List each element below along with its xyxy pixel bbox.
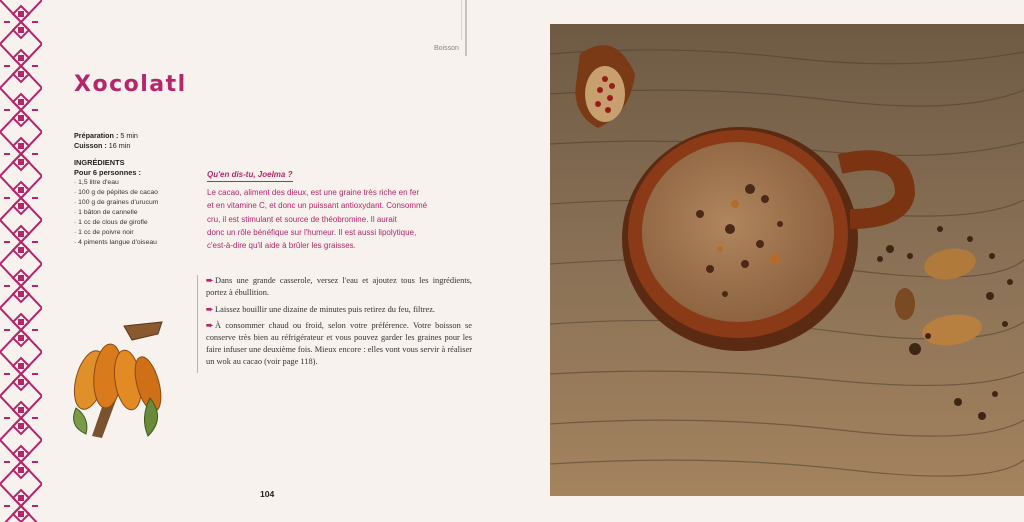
list-item: · 100 g de pépites de cacao (74, 188, 158, 198)
recipe-step: ➨ Dans une grande casserole, versez l'eau et ajoutez tous les ingrédients, portez à ébullition. (206, 276, 472, 297)
aside-text: Le cacao, aliment des dieux, est une graine très riche en fer et en vitamine C, et donc un puissant antioxydant. Consommé cru, il est stimulant et source de théobromine. Il aurait donc un rôle bénéfique sur l'humeur. Il est aussi lipolytique, c'est-à-dire qu'il aide à brûler les graisses. (207, 188, 428, 251)
recipe-steps (197, 275, 472, 373)
list-item: · 4 piments langue d'oiseau (74, 238, 158, 248)
aside-title-underline (207, 181, 293, 182)
aside-title: Qu'en dis-tu, Joelma ? (207, 170, 293, 179)
list-item: · 1,5 litre d'eau (74, 178, 158, 188)
recipe-title: Xocolatl (74, 72, 187, 97)
servings: Pour 6 personnes : (74, 168, 141, 177)
page-tab-marker (465, 0, 467, 56)
cook-time: Cuisson : 16 min (74, 141, 131, 150)
list-item: · 1 cc de clous de girofle (74, 218, 158, 228)
decorative-border-pattern (0, 0, 42, 522)
cacao-pod-illustration (62, 318, 170, 444)
ingredients-heading: INGRÉDIENTS Pour 6 personnes : (74, 158, 141, 177)
page-number: 104 (260, 489, 275, 499)
arrow-icon: ➨ (206, 276, 214, 285)
recipe-step: ➨ À consommer chaud ou froid, selon votre préférence. Votre boisson se conserve très bien au réfrigérateur et vous pouvez garder les graines pour les faire infuser une deuxième fois. Mieux encore : elles vont vous servir à réaliser un wok au cacao (voir page 118). (206, 321, 472, 366)
section-label: Boisson (434, 45, 459, 52)
ingredient-list (74, 178, 158, 248)
prep-time: Préparation : 5 min (74, 131, 138, 140)
list-item: · 100 g de graines d'urucum (74, 198, 158, 208)
arrow-icon: ➨ (206, 321, 214, 331)
hot-chocolate-photo (550, 24, 1024, 496)
recipe-step: ➨ Laissez bouillir une dizaine de minutes puis retirez du feu, filtrez. (206, 304, 436, 314)
arrow-icon: ➨ (206, 304, 214, 314)
list-item: · 1 cc de poivre noir (74, 228, 158, 238)
page-tab-line (461, 0, 462, 40)
list-item: · 1 bâton de cannelle (74, 208, 158, 218)
recipe-times (74, 131, 138, 151)
